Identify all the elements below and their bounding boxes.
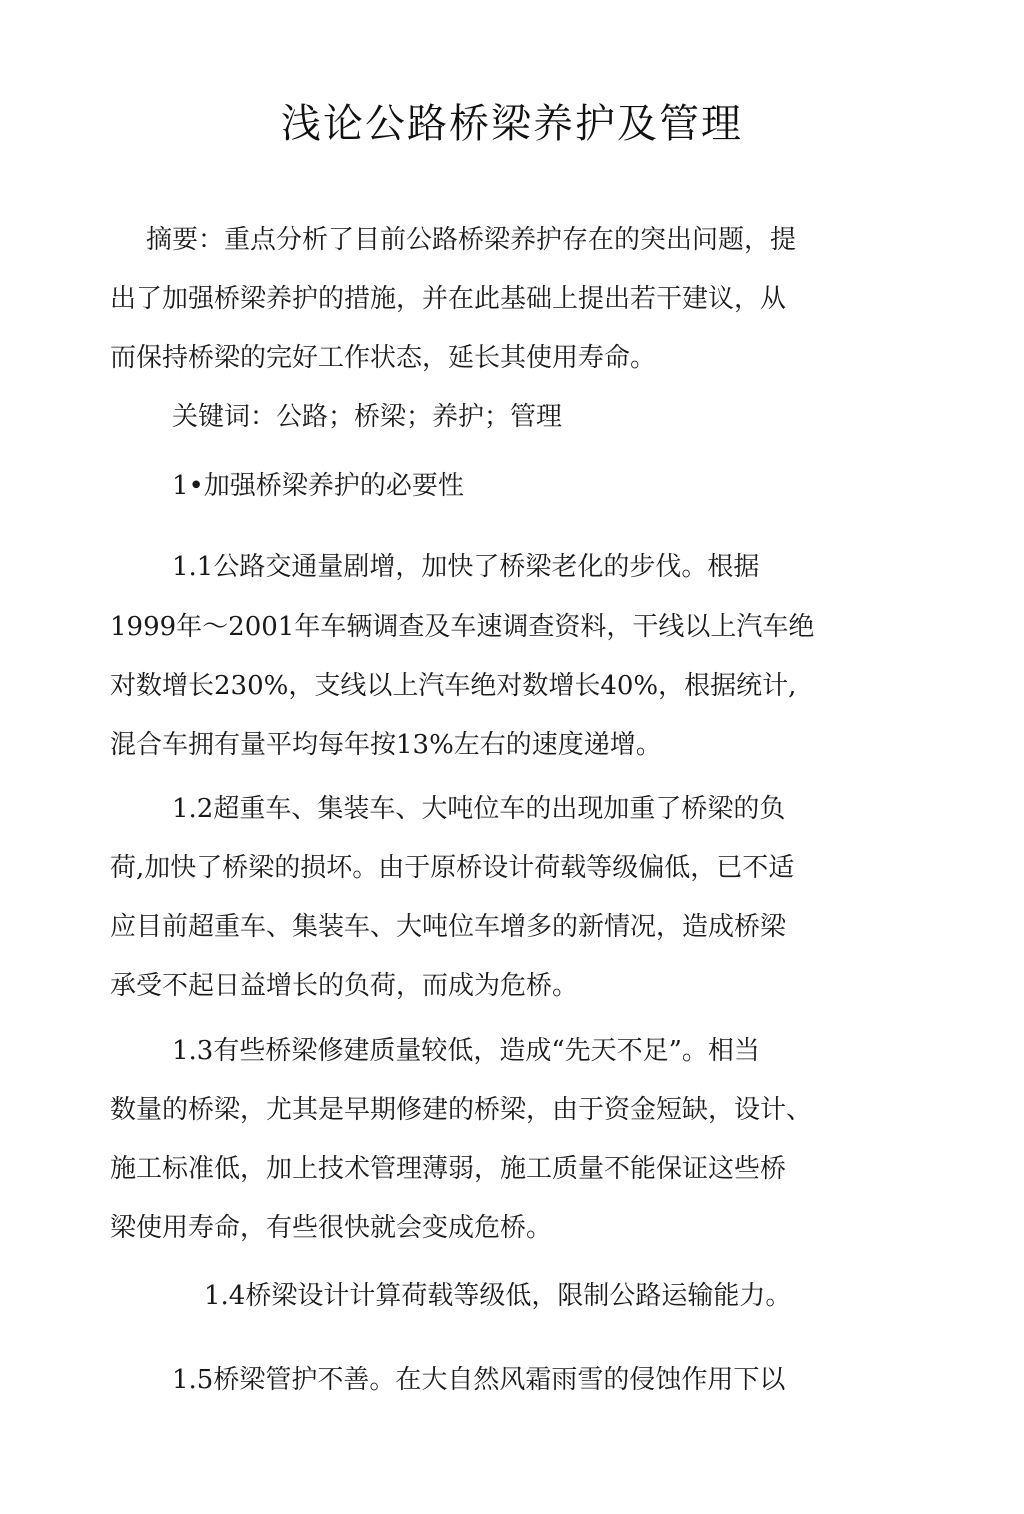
paragraph-1-4: 1.4桥梁设计计算荷载等级低，限制公路运输能力。 xyxy=(204,1281,792,1311)
paragraph-1-3-line: 梁使用寿命，有些很快就会变成危桥。 xyxy=(110,1213,553,1243)
keywords-line: 关键词：公路；桥梁；养护；管理 xyxy=(172,402,563,432)
paragraph-1-2-line: 应目前超重车、集装车、大吨位车增多的新情况，造成桥梁 xyxy=(110,912,787,942)
paragraph-1-3-line: 1.3有些桥梁修建质量较低，造成“先天不足”。相当 xyxy=(172,1036,760,1066)
paragraph-1-2-line: 荷,加快了桥梁的损坏。由于原桥设计荷载等级偏低，已不适 xyxy=(110,853,795,883)
document-title: 浅论公路桥梁养护及管理 xyxy=(281,101,743,147)
paragraph-1-1-line: 1999年～2001年车辆调查及车速调查资料，干线以上汽车绝 xyxy=(110,612,815,642)
paragraph-1-3-line: 数量的桥梁，尤其是早期修建的桥梁，由于资金短缺，设计、 xyxy=(110,1095,813,1125)
paragraph-1-1-line: 混合车拥有量平均每年按13%左右的速度递增。 xyxy=(110,730,662,760)
abstract-line: 出了加强桥梁养护的措施，并在此基础上提出若干建议，从 xyxy=(110,284,787,314)
paragraph-1-3-line: 施工标准低，加上技术管理薄弱，施工质量不能保证这些桥 xyxy=(110,1154,787,1184)
paragraph-1-1-line: 对数增长230%，支线以上汽车绝对数增长40%，根据统计, xyxy=(110,671,797,701)
paragraph-1-2-line: 承受不起日益增长的负荷，而成为危桥。 xyxy=(110,971,579,1001)
section-heading: 1•加强桥梁养护的必要性 xyxy=(172,471,464,501)
paragraph-1-5-line: 1.5桥梁管护不善。在大自然风霜雨雪的侵蚀作用下以 xyxy=(172,1365,786,1395)
abstract-line: 摘要：重点分析了目前公路桥梁养护存在的突出问题，提 xyxy=(146,225,797,255)
paragraph-1-2-line: 1.2超重车、集装车、大吨位车的出现加重了桥梁的负 xyxy=(172,794,786,824)
paragraph-1-1-line: 1.1公路交通量剧增，加快了桥梁老化的步伐。根据 xyxy=(172,552,760,582)
abstract-line: 而保持桥梁的完好工作状态，延长其使用寿命。 xyxy=(110,343,657,373)
